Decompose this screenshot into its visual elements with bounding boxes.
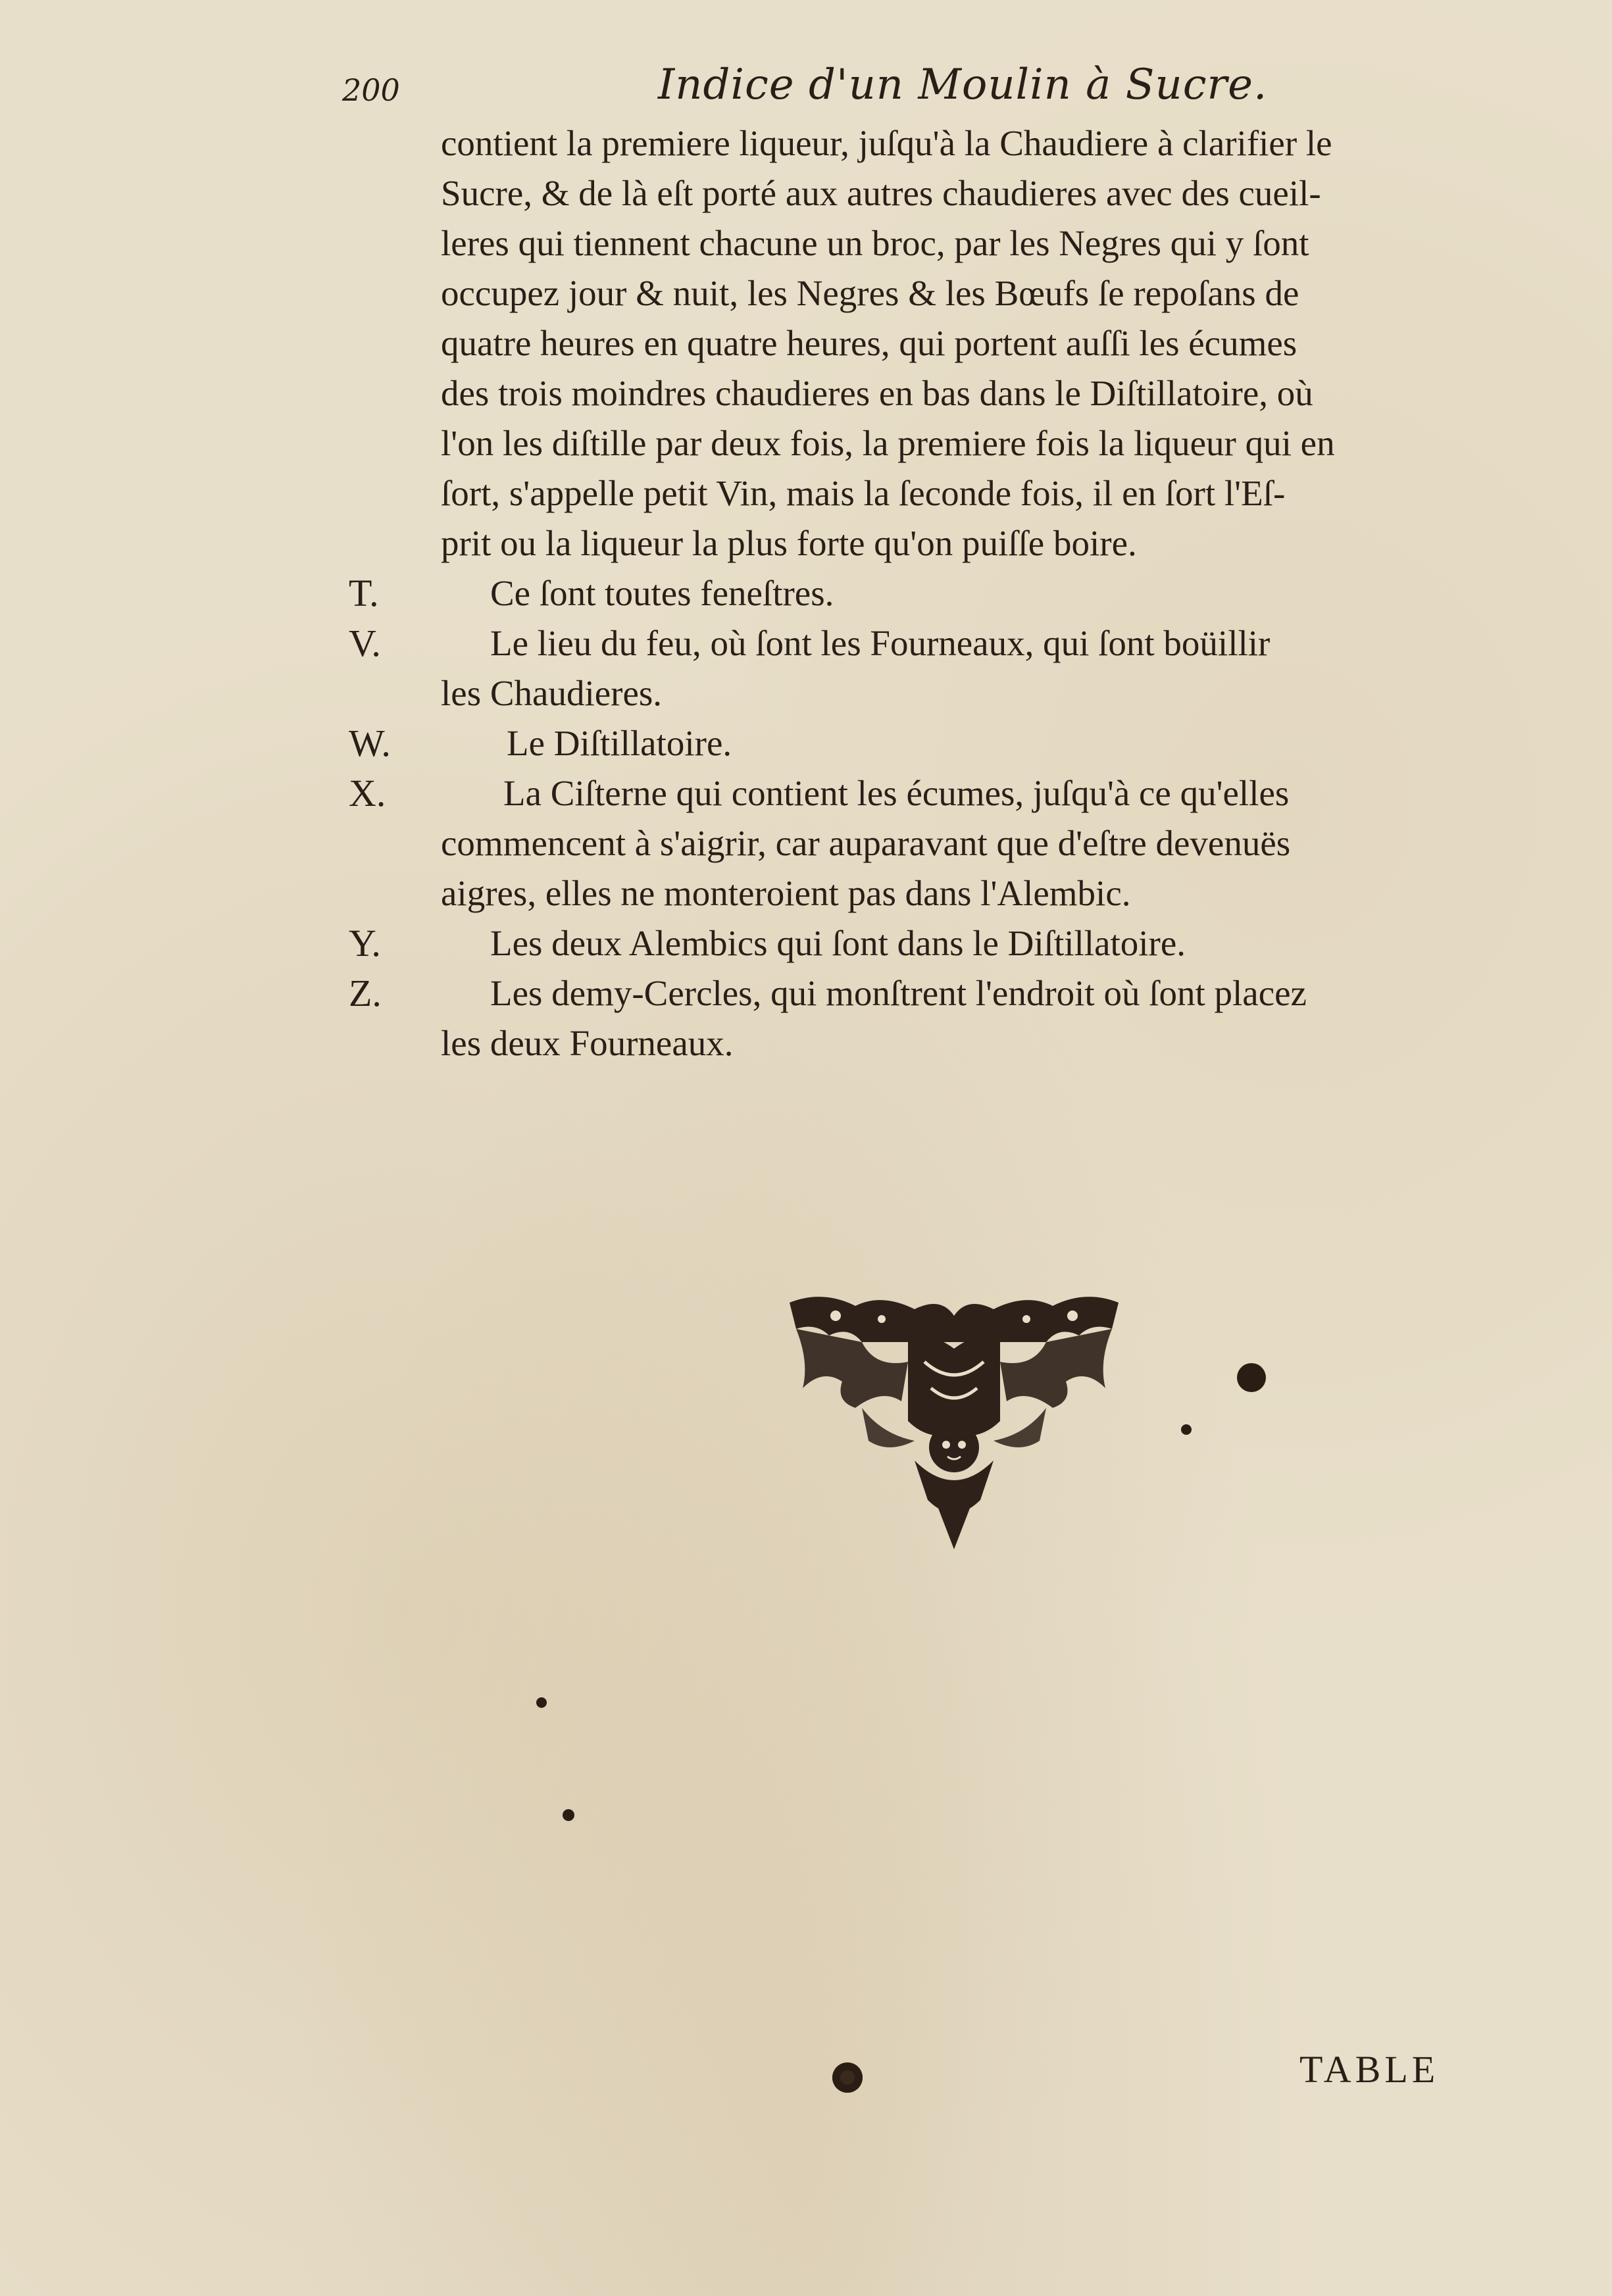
body-line: ſort, s'appelle petit Vin, mais la ſeconde fois, il en ſort l'Eſ-	[441, 473, 1286, 513]
ink-blot	[563, 1809, 574, 1821]
body-line: l'on les diſtille par deux fois, la premiere fois la liqueur qui en	[441, 423, 1335, 463]
entry-text: Les deux Alembics qui ſont dans le Diſtillatoire.	[490, 923, 1186, 963]
entry-text: aigres, elles ne monteroient pas dans l'Alembic.	[441, 873, 1131, 913]
ink-blot	[1181, 1424, 1192, 1435]
entry-text: Le Diſtillatoire.	[507, 723, 732, 763]
body-line: des trois moindres chaudieres en bas dans le Diſtillatoire, où	[441, 373, 1313, 413]
ink-blot	[1237, 1363, 1266, 1392]
entry-key: V.	[349, 622, 381, 664]
page-header	[342, 61, 1474, 120]
legend-entry-y	[349, 918, 1480, 968]
legend-entry-x	[349, 768, 1480, 918]
legend-entry-w	[349, 718, 1480, 768]
ink-blot	[536, 1697, 547, 1708]
entry-text: commencent à s'aigrir, car auparavant que d'eſtre devenuës	[441, 823, 1291, 863]
legend-entry-z	[349, 968, 1480, 1068]
entry-text: Le lieu du feu, où ſont les Fourneaux, qui ſont boüillir	[490, 623, 1271, 663]
body-line: Sucre, & de là eſt porté aux autres chaudieres avec des cueil-	[441, 173, 1321, 213]
entry-text: Les demy-Cercles, qui monſtrent l'endroit où ſont placez	[490, 973, 1307, 1013]
running-title: Indice d'un Moulin à Sucre.	[658, 61, 1268, 109]
fleuron-ornament-icon	[783, 1289, 1125, 1553]
entry-text: Ce ſont toutes feneſtres.	[490, 573, 834, 613]
entry-text: La Ciſterne qui contient les écumes, juſqu'à ce qu'elles	[503, 773, 1290, 813]
entry-key: T.	[349, 572, 379, 614]
body-line: occupez jour & nuit, les Negres & les Bœufs ſe repoſans de	[441, 273, 1299, 313]
entry-key: Y.	[349, 922, 381, 964]
entry-key: Z.	[349, 972, 382, 1014]
body-line: contient la premiere liqueur, juſqu'à la Chaudiere à clarifier le	[441, 123, 1332, 163]
legend-entry-v	[349, 618, 1480, 718]
catchword: TABLE	[1299, 2048, 1440, 2091]
page-number: 200	[342, 72, 400, 108]
entry-text: les deux Fourneaux.	[441, 1023, 734, 1063]
entry-key: X.	[349, 772, 386, 814]
body-line: quatre heures en quatre heures, qui portent auſſi les écumes	[441, 323, 1297, 363]
body-line: prit ou la liqueur la plus forte qu'on puiſſe boire.	[441, 523, 1137, 563]
main-text	[349, 118, 1480, 1068]
entry-key: W.	[349, 722, 391, 764]
body-line: leres qui tiennent chacune un broc, par les Negres qui y ſont	[441, 223, 1309, 263]
ink-blot	[832, 2062, 863, 2093]
legend-entry-t	[349, 568, 1480, 618]
entry-text: les Chaudieres.	[441, 673, 663, 713]
